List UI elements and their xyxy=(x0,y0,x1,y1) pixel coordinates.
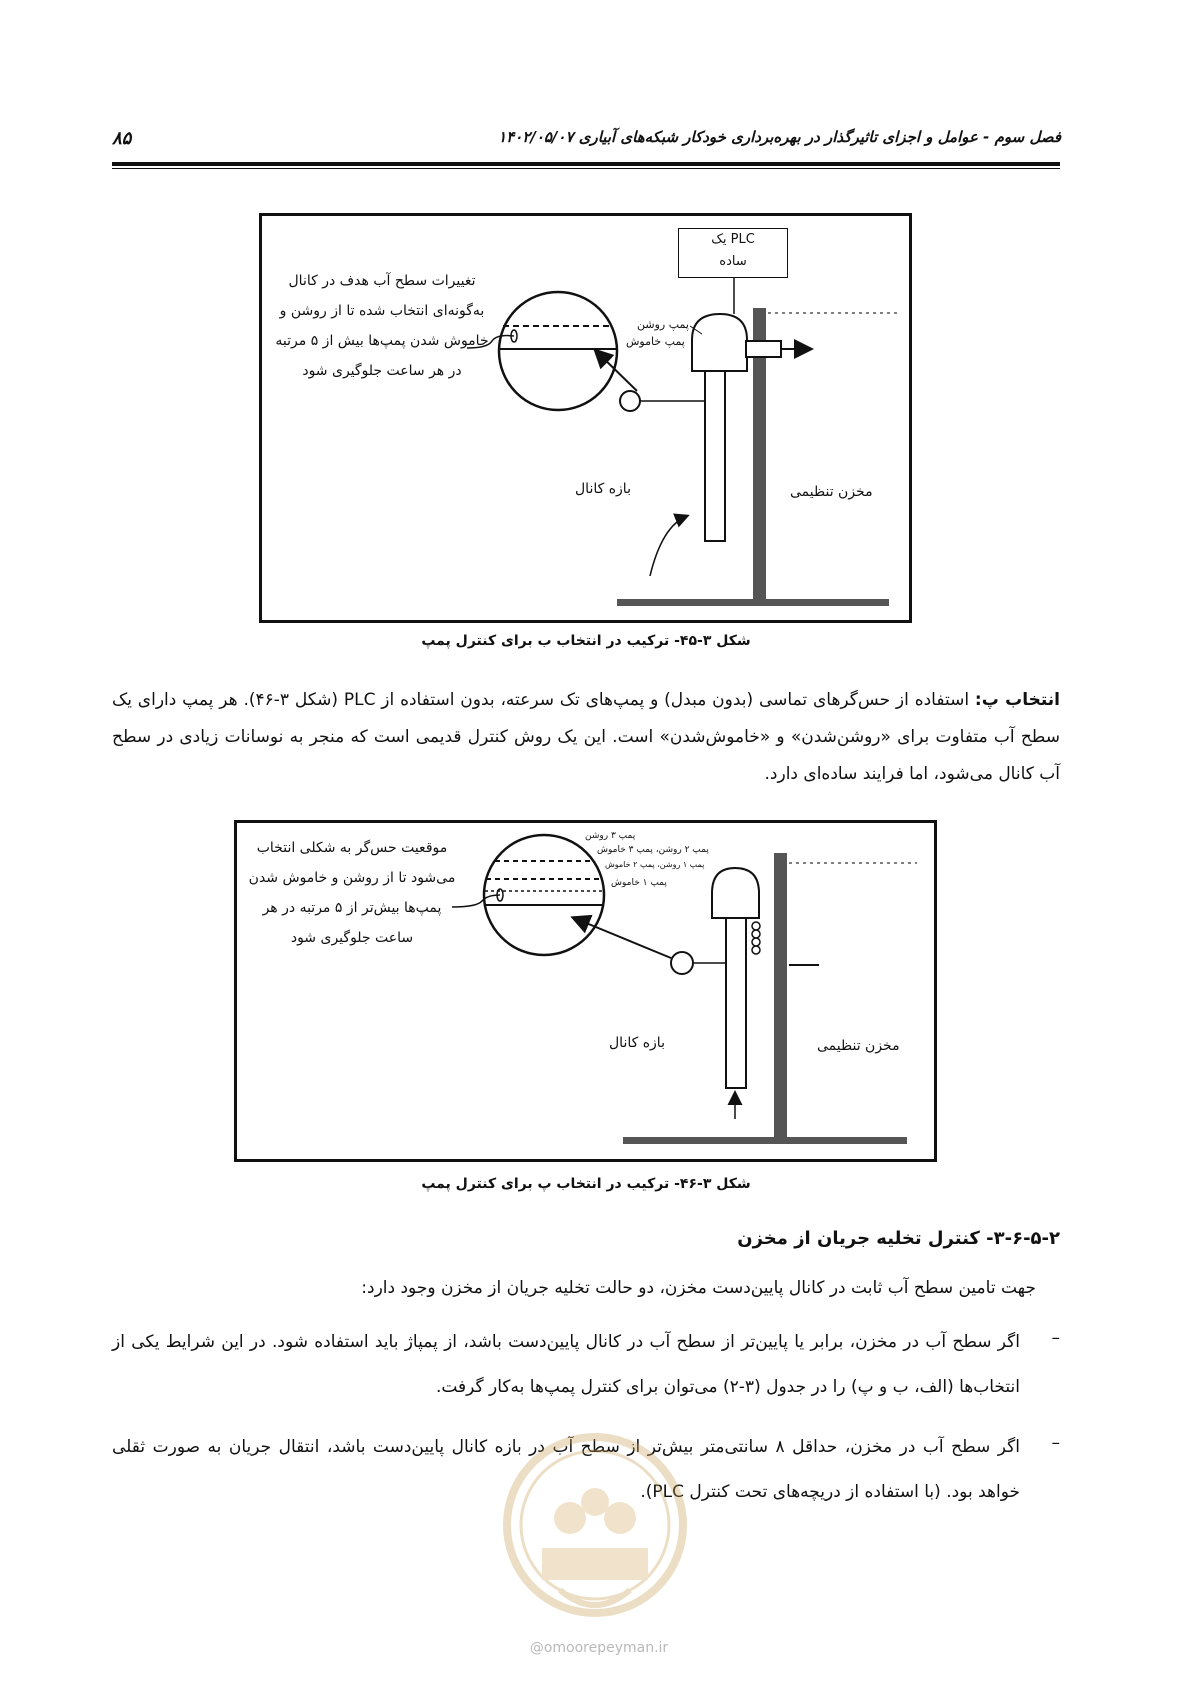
sensor-arrow xyxy=(574,918,671,958)
pump2-on-pump3-off-label: پمپ ۲ روشن، پمپ ۳ خاموش xyxy=(597,845,709,855)
canal-reach-label: بازه کانال xyxy=(609,1035,665,1051)
pump-motor xyxy=(692,314,747,371)
bullet-item: اگر سطح آب در مخزن، برابر یا پایین‌تر از سطح آب در کانال پایین‌دست باشد، از پمپاژ باید استفاده شود. در این شرایط یکی از انتخاب‌ها (الف، ب و پ) را در جدول (۳-۲) می‌توان برای کنترل پمپ‌ها به‌کار گرفت. xyxy=(112,1332,1020,1397)
pump-spring xyxy=(752,922,760,954)
bullet-dash: – xyxy=(1051,1328,1060,1348)
section-intro: جهت تامین سطح آب ثابت در کانال پایین‌دست مخزن، دو حالت تخلیه جریان از مخزن وجود دارد: xyxy=(361,1278,1036,1298)
detail-circle xyxy=(484,835,604,955)
outlet-pipe xyxy=(746,341,781,357)
float-sensor xyxy=(620,391,640,411)
bullet-dash: – xyxy=(1051,1433,1060,1453)
pump1-off-label: پمپ ۱ خاموش xyxy=(611,878,667,888)
float-sensor xyxy=(671,952,693,974)
pump-on-label: پمپ روشن xyxy=(637,318,689,331)
header-rule-thin xyxy=(112,168,1060,169)
pump3-on-label: پمپ ۳ روشن xyxy=(585,831,636,841)
pump-pipe xyxy=(726,918,746,1088)
storage-label: مخزن تنظیمی xyxy=(817,1038,900,1054)
header-rule xyxy=(112,162,1060,166)
bullet-item: اگر سطح آب در مخزن، حداقل ۸ سانتی‌متر بیش‌تر از سطح آب در بازه کانال پایین‌دست باشد، انتقال جریان به صورت ثقلی خواهد بود. (با استفاده از دریچه‌های تحت کنترل PLC). xyxy=(112,1437,1020,1502)
pump1-on-pump2-off-label: پمپ ۱ روشن، پمپ ۲ خاموش xyxy=(605,860,705,869)
plc-box xyxy=(678,228,788,278)
detail-circle xyxy=(499,292,617,410)
figure-45-caption: شکل ۳-۴۵- ترکیب در انتخاب ب برای کنترل پمپ xyxy=(421,633,751,649)
figure-46-diagram xyxy=(234,820,937,1162)
watermark-url: @omoorepeyman.ir xyxy=(529,1640,669,1656)
figure-46-caption: شکل ۳-۴۶- ترکیب در انتخاب پ برای کنترل پمپ xyxy=(421,1176,751,1192)
option-p-text: استفاده از حس‌گرهای تماسی (بدون مبدل) و پمپ‌های تک سرعته، بدون استفاده از PLC (شکل ۳-۴۶). هر پمپ دارای یک سطح آب متفاوت برای «روشن‌شدن» و «خاموش‌شدن» است. این یک روش کنترل قدیمی است که منجر به نوسانات زیادی در سطح آب کانال می‌شود، اما فرایند ساده‌ای دارد. xyxy=(112,690,1060,784)
storage-label: مخزن تنظیمی xyxy=(790,484,873,500)
figure-45-diagram xyxy=(259,213,912,623)
wall-post xyxy=(774,853,787,1139)
option-p-paragraph xyxy=(112,682,1060,793)
ground-slab xyxy=(623,1137,907,1144)
running-header-title: فصل سوم - عوامل و اجزای تاثیرگذار در بهره‌برداری خودکار شبکه‌های آبیاری ۱۴۰۲/۰۵/۰۷ xyxy=(498,128,1061,146)
pump-motor xyxy=(712,868,759,918)
section-heading: ۳-۶-۵-۲- کنترل تخلیه جریان از مخزن xyxy=(737,1228,1060,1249)
pump-pipe xyxy=(705,371,725,541)
canal-reach-label: بازه کانال xyxy=(575,481,631,497)
pump-off-label: پمپ خاموش xyxy=(626,335,685,348)
ground-slab xyxy=(617,599,889,606)
inflow-arrow xyxy=(650,516,687,576)
plc-label: یک PLC xyxy=(711,232,755,247)
option-p-label: انتخاب پ: xyxy=(974,690,1060,710)
figure-45-note: تغییرات سطح آب هدف در کانال به‌گونه‌ای انتخاب شده تا از روشن و خاموش شدن پمپ‌ها بیش از ۵ مرتبه در هر ساعت جلوگیری شود xyxy=(275,273,489,379)
plc-sublabel: ساده xyxy=(719,254,747,269)
page-number: ۸۵ xyxy=(112,128,132,149)
watermark-seal-icon xyxy=(500,1430,690,1630)
figure-46-note: موقعیت حس‌گر به شکلی انتخاب می‌شود تا از روشن و خاموش شدن پمپ‌ها بیش‌تر از ۵ مرتبه در هر ساعت جلوگیری شود xyxy=(248,840,456,946)
